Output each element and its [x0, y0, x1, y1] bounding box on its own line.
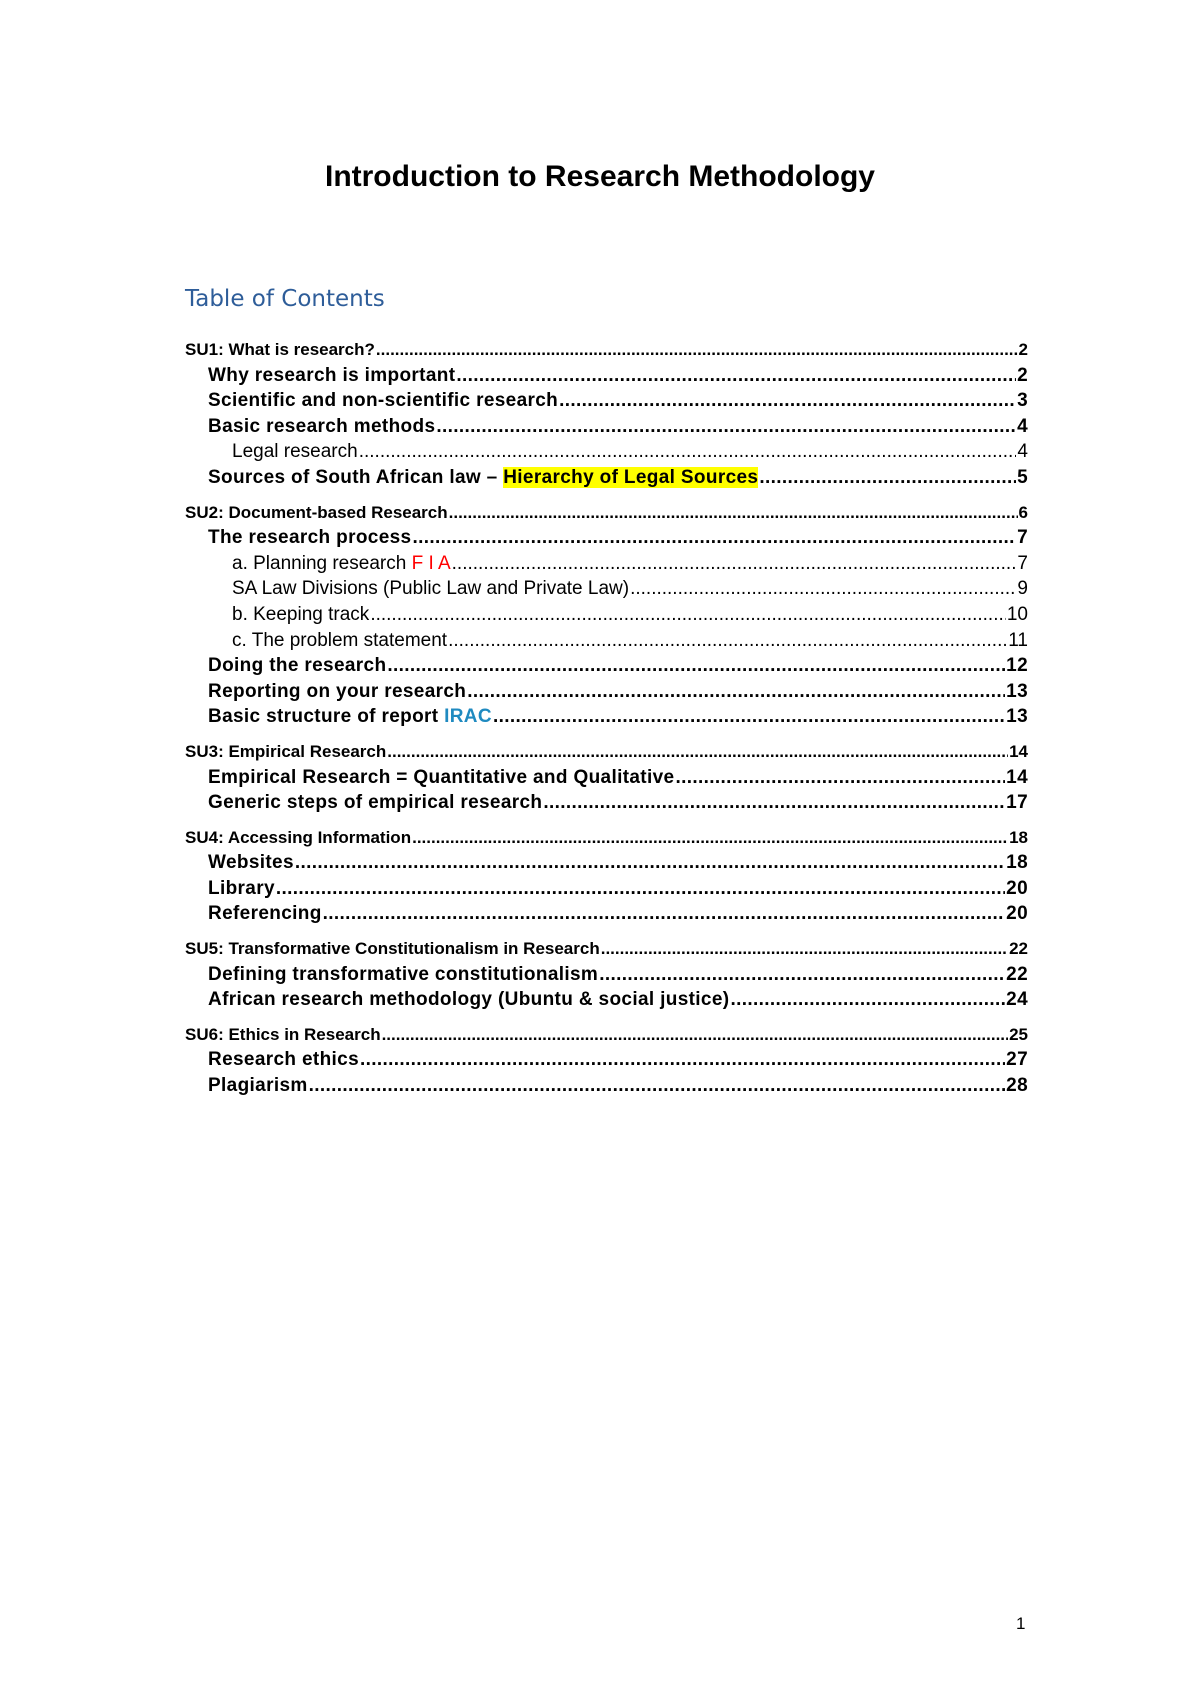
toc-group-su2 — [185, 500, 1028, 730]
toc-entry-label: Referencing — [208, 903, 322, 925]
toc-page-number: 13 — [1006, 706, 1028, 728]
toc-entry-keeping-track[interactable] — [185, 602, 1028, 628]
dot-leader — [675, 765, 1005, 791]
toc-page-number: 20 — [1006, 903, 1028, 925]
dot-leader — [448, 628, 1007, 654]
dot-leader — [730, 987, 1005, 1013]
toc-entry-label: Library — [208, 877, 275, 899]
dot-leader — [359, 439, 1017, 465]
dot-leader — [449, 500, 1018, 526]
dot-leader — [309, 1073, 1006, 1099]
toc-entry-su3[interactable] — [185, 739, 1028, 765]
table-of-contents — [185, 337, 1028, 1099]
dot-leader — [436, 414, 1016, 440]
toc-entry-the-research-process[interactable] — [185, 525, 1028, 551]
toc-entry-the-problem-statement[interactable] — [185, 628, 1028, 654]
toc-entry-label: c. The problem statement — [232, 629, 448, 651]
toc-entry-label: Scientific and non-scientific research — [208, 390, 559, 412]
toc-entry-label: SU2: Document-based Research — [185, 502, 448, 522]
irac-accent-text: IRAC — [444, 706, 492, 728]
toc-entry-su6[interactable] — [185, 1022, 1028, 1048]
toc-entry-label: Basic research methods — [208, 415, 436, 437]
toc-entry-label: Websites — [208, 852, 294, 874]
toc-page-number: 10 — [1006, 603, 1028, 625]
dot-leader — [387, 653, 1005, 679]
toc-entry-generic-steps-of-empirical-research[interactable] — [185, 790, 1028, 816]
dot-leader — [452, 551, 1017, 577]
toc-entry-library[interactable] — [185, 876, 1028, 902]
toc-page-number: 24 — [1006, 989, 1028, 1011]
toc-entry-defining-transformative-constitutionalism[interactable] — [185, 962, 1028, 988]
toc-page-number: 17 — [1006, 792, 1028, 814]
dot-leader — [387, 739, 1008, 765]
toc-entry-reporting-on-your-research[interactable] — [185, 679, 1028, 705]
toc-page-number: 2 — [1017, 364, 1028, 386]
toc-entry-label: SA Law Divisions (Public Law and Private Law) — [232, 578, 630, 600]
toc-page-number: 25 — [1009, 1024, 1028, 1044]
toc-entry-sources-of-south-african-law[interactable] — [185, 465, 1028, 491]
document-title: Introduction to Research Methodology — [324, 160, 875, 193]
toc-entry-su1[interactable] — [185, 337, 1028, 363]
toc-entry-label: b. Keeping track — [232, 603, 370, 625]
dot-leader — [599, 962, 1005, 988]
toc-entry-plagiarism[interactable] — [185, 1073, 1028, 1099]
dot-leader — [559, 388, 1016, 414]
toc-heading: Table of Contents — [185, 286, 385, 312]
toc-entry-label: SU5: Transformative Constitutionalism in Research — [185, 939, 600, 959]
toc-page-number: 4 — [1017, 415, 1028, 437]
toc-group-su3 — [185, 739, 1028, 816]
toc-entry-basic-structure-of-report[interactable] — [185, 704, 1028, 730]
toc-page-number: 7 — [1017, 527, 1028, 549]
dot-leader — [382, 1022, 1009, 1048]
toc-entry-label-text: Sources of South African law – — [208, 466, 504, 488]
toc-page-number: 13 — [1006, 680, 1028, 702]
dot-leader — [276, 876, 1005, 902]
fia-accent-text: F I A — [411, 552, 451, 574]
toc-entry-label: Plagiarism — [208, 1075, 308, 1097]
toc-page-number: 9 — [1017, 578, 1028, 600]
toc-entry-research-ethics[interactable] — [185, 1047, 1028, 1073]
toc-entry-label: Empirical Research = Quantitative and Qualitative — [208, 766, 675, 788]
toc-page-number: 12 — [1006, 655, 1028, 677]
dot-leader — [467, 679, 1005, 705]
toc-entry-scientific-and-non-scientific-research[interactable] — [185, 388, 1028, 414]
toc-entry-label-text: Basic structure of report — [208, 706, 445, 728]
toc-entry-doing-the-research[interactable] — [185, 653, 1028, 679]
highlighted-text: Hierarchy of Legal Sources — [503, 466, 759, 488]
toc-group-su4 — [185, 825, 1028, 927]
toc-page-number: 28 — [1006, 1075, 1028, 1097]
toc-entry-empirical-research-quant-qual[interactable] — [185, 765, 1028, 791]
toc-page-number: 14 — [1009, 741, 1028, 761]
toc-entry-label: Why research is important — [208, 364, 456, 386]
dot-leader — [412, 825, 1008, 851]
toc-entry-label: SU6: Ethics in Research — [185, 1024, 381, 1044]
toc-entry-label — [208, 704, 492, 730]
toc-page-number: 27 — [1006, 1049, 1028, 1071]
toc-entry-su4[interactable] — [185, 825, 1028, 851]
dot-leader — [360, 1047, 1005, 1073]
dot-leader — [376, 337, 1018, 363]
toc-entry-label: Defining transformative constitutionalism — [208, 963, 599, 985]
toc-entry-su2[interactable] — [185, 500, 1028, 526]
dot-leader — [759, 465, 1016, 491]
toc-entry-label: SU1: What is research? — [185, 340, 375, 359]
toc-entry-label: Reporting on your research — [208, 680, 467, 702]
toc-entry-why-research-is-important[interactable] — [185, 363, 1028, 389]
toc-entry-label: Research ethics — [208, 1049, 359, 1071]
dot-leader — [412, 525, 1016, 551]
toc-entry-label — [208, 465, 758, 491]
toc-page-number: 22 — [1009, 939, 1028, 959]
toc-page-number: 7 — [1017, 552, 1028, 574]
toc-entry-label-text: a. Planning research — [232, 552, 412, 574]
toc-page-number: 18 — [1009, 827, 1028, 847]
toc-group-su5 — [185, 936, 1028, 1013]
dot-leader — [456, 363, 1016, 389]
toc-entry-label: Doing the research — [208, 655, 387, 677]
dot-leader — [323, 901, 1005, 927]
toc-page-number: 11 — [1008, 629, 1028, 651]
dot-leader — [370, 602, 1006, 628]
toc-entry-legal-research[interactable] — [185, 439, 1028, 465]
toc-page-number: 3 — [1017, 390, 1028, 412]
toc-entry-label: The research process — [208, 527, 412, 549]
toc-entry-label: African research methodology (Ubuntu & social justice) — [208, 989, 730, 1011]
page-number: 1 — [1016, 1614, 1026, 1633]
dot-leader — [295, 850, 1005, 876]
toc-entry-referencing[interactable] — [185, 901, 1028, 927]
toc-entry-label — [232, 551, 451, 577]
dot-leader — [630, 576, 1016, 602]
toc-page-number: 14 — [1006, 766, 1028, 788]
toc-entry-basic-research-methods[interactable] — [185, 414, 1028, 440]
toc-group-su1 — [185, 337, 1028, 491]
toc-entry-websites[interactable] — [185, 850, 1028, 876]
toc-entry-label: Legal research — [232, 441, 358, 463]
toc-group-su6 — [185, 1022, 1028, 1099]
toc-page-number: 4 — [1017, 441, 1028, 463]
dot-leader — [601, 936, 1008, 962]
dot-leader — [543, 790, 1005, 816]
dot-leader — [493, 704, 1005, 730]
toc-entry-label: SU3: Empirical Research — [185, 741, 387, 761]
toc-entry-planning-research[interactable] — [185, 551, 1028, 577]
toc-page-number: 5 — [1017, 466, 1028, 488]
toc-entry-label: Generic steps of empirical research — [208, 792, 543, 814]
toc-entry-sa-law-divisions[interactable] — [185, 576, 1028, 602]
toc-entry-african-research-methodology[interactable] — [185, 987, 1028, 1013]
toc-entry-su5[interactable] — [185, 936, 1028, 962]
toc-entry-label: SU4: Accessing Information — [185, 827, 412, 847]
toc-page-number: 18 — [1006, 852, 1028, 874]
toc-page-number: 20 — [1006, 877, 1028, 899]
toc-page-number: 2 — [1018, 340, 1028, 359]
toc-page-number: 22 — [1006, 963, 1028, 985]
toc-page-number: 6 — [1018, 502, 1028, 522]
